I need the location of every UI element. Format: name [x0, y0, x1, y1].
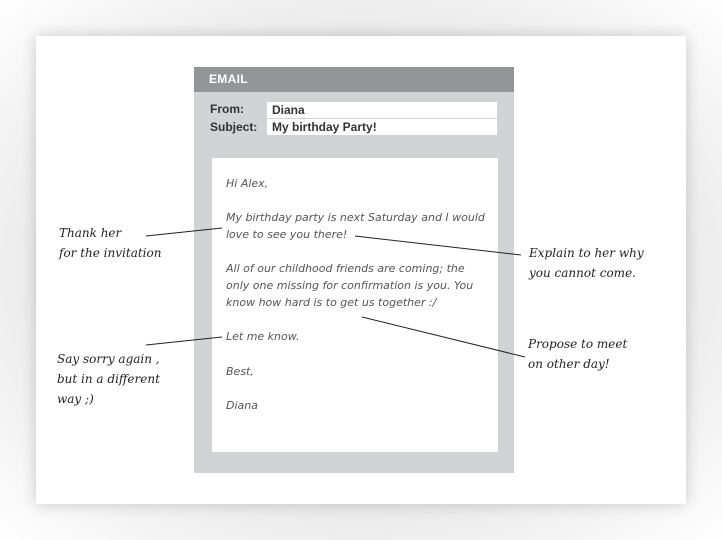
email-header: EMAIL	[194, 67, 514, 92]
note-sorry-line-2: but in a different	[57, 372, 160, 386]
note-sorry-line-1: Say sorry again ,	[57, 352, 160, 366]
connector-propose	[362, 317, 525, 357]
body-closing: Best,	[226, 365, 254, 378]
body-paragraph-2-line-1: All of our childhood friends are coming; the	[226, 262, 465, 275]
body-paragraph-2-line-3: know how hard is to get us together :/	[226, 296, 437, 309]
note-explain-line-1: Explain to her why	[529, 246, 644, 260]
subject-label: Subject:	[210, 120, 258, 134]
connector-explain	[355, 236, 521, 255]
note-thank	[59, 223, 161, 263]
note-thank-line-1: Thank her	[59, 226, 122, 240]
note-thank-line-2: for the invitation	[59, 246, 162, 260]
from-field[interactable]: Diana	[267, 102, 497, 118]
note-propose	[528, 334, 627, 374]
from-label: From:	[210, 102, 244, 116]
note-propose-line-2: on other day!	[528, 357, 610, 371]
subject-field[interactable]: My birthday Party!	[267, 119, 497, 135]
note-explain	[529, 243, 644, 283]
note-sorry-line-3: way ;)	[57, 392, 94, 406]
connector-sorry	[146, 337, 222, 345]
body-paragraph-3: Let me know.	[226, 330, 300, 343]
body-paragraph-1-line-1: My birthday party is next Saturday and I would	[226, 211, 485, 224]
body-greeting: Hi Alex,	[226, 177, 269, 190]
note-sorry	[57, 349, 160, 409]
body-paragraph-1-line-2: love to see you there!	[226, 228, 348, 241]
body-paragraph-2-line-2: only one missing for confirmation is you. You	[226, 279, 474, 292]
body-signature: Diana	[226, 399, 258, 412]
note-propose-line-1: Propose to meet	[528, 337, 628, 351]
note-explain-line-2: you cannot come.	[529, 266, 636, 280]
